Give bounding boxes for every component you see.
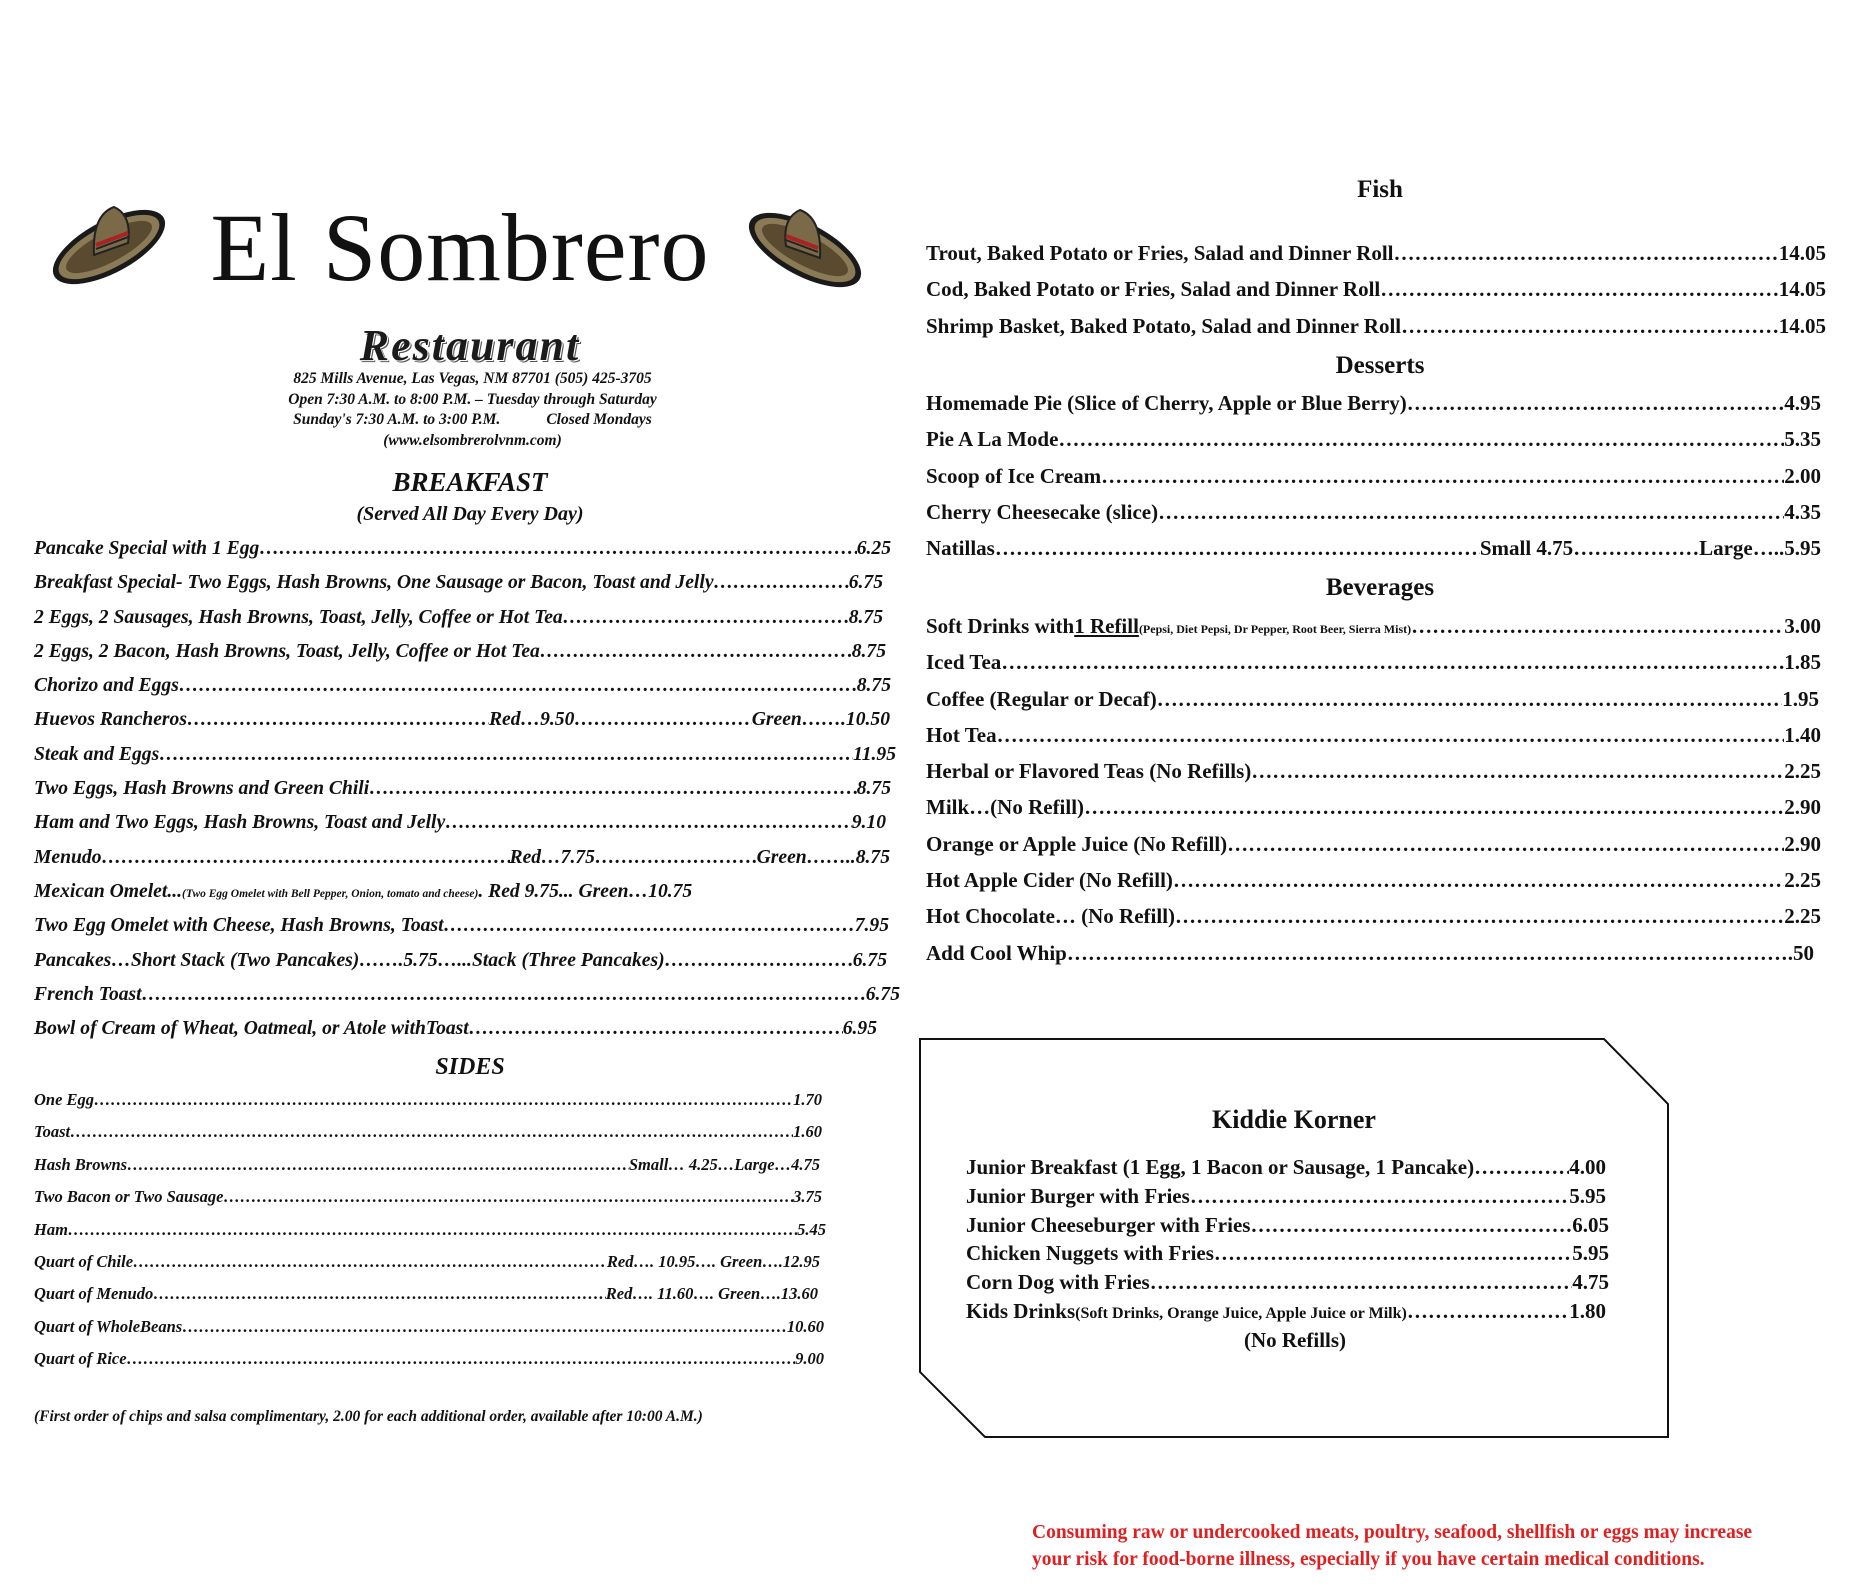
- list-item: Corn Dog with Fries …………………………………………………………………………………………………………………………………………………………………………………………………………………………… 4.75: [966, 1270, 1609, 1299]
- sides-list: [34, 1090, 824, 1382]
- list-item: 2 Eggs, 2 Sausages, Hash Browns, Toast, Jelly, Coffee or Hot Tea …………………………………………………………………………………………………………………………………………………………………………………………………………………………… 8.75: [34, 607, 883, 641]
- sides-heading: SIDES: [435, 1054, 505, 1080]
- list-item: Pancakes…Short Stack (Two Pancakes)…….5.75…...Stack (Three Pancakes) …………………………………………………………………………………………………………………………………………………………………………………………………………………………… 6.75: [34, 950, 887, 984]
- list-item: Cherry Cheesecake (slice) …………………………………………………………………………………………………………………………………………………………………………………………………………………………… 4.35: [926, 500, 1821, 536]
- list-item: Quart of WholeBeans …………………………………………………………………………………………………………………………………………………………………………………………………………………………… 10.60: [34, 1317, 824, 1349]
- kiddie-list: [966, 1155, 1616, 1328]
- list-item: Steak and Eggs …………………………………………………………………………………………………………………………………………………………………………………………………………………………… 11.95: [34, 744, 896, 778]
- list-item: Cod, Baked Potato or Fries, Salad and Dinner Roll …………………………………………………………………………………………………………………………………………………………………………………………………………………………… 14.05: [926, 277, 1826, 313]
- list-item: Trout, Baked Potato or Fries, Salad and Dinner Roll …………………………………………………………………………………………………………………………………………………………………………………………………………………………… 14.05: [926, 241, 1826, 277]
- list-item: Iced Tea …………………………………………………………………………………………………………………………………………………………………………………………………………………………… 1.85: [926, 650, 1821, 686]
- list-item: Hash Browns …………………………………………………………………………………………………………………………………………………………………………………………………………………………… Small… 4.25…Large… 4.75: [34, 1155, 820, 1187]
- address: 825 Mills Avenue, Las Vegas, NM 87701 (505) 425-3705: [293, 370, 652, 387]
- desserts-list: [926, 391, 1826, 572]
- list-item: Junior Burger with Fries …………………………………………………………………………………………………………………………………………………………………………………………………………………………… 5.95: [966, 1184, 1606, 1213]
- list-item: Milk…(No Refill) …………………………………………………………………………………………………………………………………………………………………………………………………………………………… 2.90: [926, 795, 1821, 831]
- list-item: 2 Eggs, 2 Bacon, Hash Browns, Toast, Jelly, Coffee or Hot Tea …………………………………………………………………………………………………………………………………………………………………………………………………………………………… 8.75: [34, 641, 886, 675]
- chips-footnote: (First order of chips and salsa complimentary, 2.00 for each additional order, available after 10:00 A.M.): [34, 1408, 703, 1425]
- list-item: Herbal or Flavored Teas (No Refills) …………………………………………………………………………………………………………………………………………………………………………………………………………………………… 2.25: [926, 759, 1821, 795]
- list-item: Junior Breakfast (1 Egg, 1 Bacon or Sausage, 1 Pancake) …………………………………………………………………………………………………………………………………………………………………………………………………………………………… 4.00: [966, 1155, 1606, 1184]
- kiddie-heading: Kiddie Korner: [1212, 1105, 1376, 1134]
- list-item: French Toast …………………………………………………………………………………………………………………………………………………………………………………………………………………………… 6.75: [34, 984, 900, 1018]
- sombrero-icon: [44, 185, 174, 290]
- beverages-heading: Beverages: [1325, 574, 1435, 601]
- restaurant-title: El Sombrero: [210, 194, 710, 301]
- list-item: Chorizo and Eggs …………………………………………………………………………………………………………………………………………………………………………………………………………………………… 8.75: [34, 675, 891, 709]
- list-item: Quart of Chile …………………………………………………………………………………………………………………………………………………………………………………………………………………………… Red…. 10.95…. Green…. 12.95: [34, 1252, 820, 1284]
- list-item: Two Egg Omelet with Cheese, Hash Browns, Toast …………………………………………………………………………………………………………………………………………………………………………………………………………………………… 7.95: [34, 915, 889, 949]
- fish-list: [926, 241, 1826, 350]
- sombrero-icon: [740, 188, 870, 293]
- list-item: Quart of Rice …………………………………………………………………………………………………………………………………………………………………………………………………………………………… 9.00: [34, 1349, 824, 1381]
- list-item: Hot Chocolate… (No Refill) …………………………………………………………………………………………………………………………………………………………………………………………………………………………… 2.25: [926, 904, 1821, 940]
- list-item: Shrimp Basket, Baked Potato, Salad and Dinner Roll …………………………………………………………………………………………………………………………………………………………………………………………………………………………… 14.05: [926, 314, 1826, 350]
- restaurant-subtitle: Restaurant: [359, 321, 581, 370]
- list-item: Hot Tea …………………………………………………………………………………………………………………………………………………………………………………………………………………………… 1.40: [926, 723, 1821, 759]
- list-item: Add Cool Whip …………………………………………………………………………………………………………………………………………………………………………………………………………………………… .50: [926, 941, 1814, 977]
- list-item: Natillas …………………………………………………………………………………………………………………………………………………………………………………………………………………………… Small 4.75 …………………………………………………………………………………………………………………………………………………………………………………………………………………………… Large ….. 5.95: [926, 536, 1821, 572]
- list-item: Coffee (Regular or Decaf) …………………………………………………………………………………………………………………………………………………………………………………………………………………………… 1.95: [926, 687, 1819, 723]
- list-item: Hot Apple Cider (No Refill) …………………………………………………………………………………………………………………………………………………………………………………………………………………………… 2.25: [926, 868, 1821, 904]
- kiddie-footer-note: (No Refills): [1243, 1328, 1347, 1352]
- list-item: One Egg …………………………………………………………………………………………………………………………………………………………………………………………………………………………… 1.70: [34, 1090, 822, 1122]
- breakfast-heading: BREAKFAST: [392, 467, 548, 497]
- website-link[interactable]: (www.elsombrerolvnm.com): [383, 431, 562, 449]
- list-item: Huevos Rancheros …………………………………………………………………………………………………………………………………………………………………………………………………………………………… Red…9.50 …………………………………………………………………………………………………………………………………………………………………………………………………………………………… Green ……. 10.50: [34, 709, 890, 743]
- desserts-heading: Desserts: [1335, 352, 1425, 379]
- list-item: Orange or Apple Juice (No Refill) …………………………………………………………………………………………………………………………………………………………………………………………………………………………… 2.90: [926, 832, 1821, 868]
- hours-weekday: Open 7:30 A.M. to 8:00 P.M. – Tuesday through Saturday: [288, 390, 657, 408]
- list-item: Scoop of Ice Cream …………………………………………………………………………………………………………………………………………………………………………………………………………………………… 2.00: [926, 464, 1821, 500]
- list-item: Homemade Pie (Slice of Cherry, Apple or Blue Berry) …………………………………………………………………………………………………………………………………………………………………………………………………………………………… 4.95: [926, 391, 1821, 427]
- list-item: Pancake Special with 1 Egg …………………………………………………………………………………………………………………………………………………………………………………………………………………………… 6.25: [34, 538, 891, 572]
- food-safety-warning: Consuming raw or undercooked meats, poultry, seafood, shellfish or eggs may increase your risk for food-borne illness, especially if you have certain medical conditions.: [1032, 1522, 1753, 1570]
- list-item: Two Bacon or Two Sausage …………………………………………………………………………………………………………………………………………………………………………………………………………………………… 3.75: [34, 1187, 822, 1219]
- list-item: Kids Drinks (Soft Drinks, Orange Juice, Apple Juice or Milk) …………………………………………………………………………………………………………………………………………………………………………………………………………………………… 1.80: [966, 1299, 1606, 1328]
- fish-heading: Fish: [1357, 176, 1403, 203]
- list-item: Mexican Omelet... (Two Egg Omelet with Bell Pepper, Onion, tomato and cheese) . Red 9.75... Green…10.75: [34, 880, 693, 902]
- breakfast-list: [34, 538, 900, 1052]
- list-item: Quart of Menudo …………………………………………………………………………………………………………………………………………………………………………………………………………………………… Red…. 11.60…. Green…. 13.60: [34, 1284, 818, 1316]
- beverages-list: [926, 614, 1826, 977]
- list-item: Ham and Two Eggs, Hash Browns, Toast and Jelly …………………………………………………………………………………………………………………………………………………………………………………………………………………………… 9.10: [34, 812, 886, 846]
- closed-days: Closed Mondays: [546, 411, 652, 428]
- list-item: Bowl of Cream of Wheat, Oatmeal, or Atole withToast …………………………………………………………………………………………………………………………………………………………………………………………………………………………… 6.95: [34, 1018, 877, 1052]
- list-item: Ham …………………………………………………………………………………………………………………………………………………………………………………………………………………………… 5.45: [34, 1220, 826, 1252]
- list-item: Pie A La Mode …………………………………………………………………………………………………………………………………………………………………………………………………………………………… 5.35: [926, 427, 1821, 463]
- list-item: Junior Cheeseburger with Fries …………………………………………………………………………………………………………………………………………………………………………………………………………………………… 6.05: [966, 1213, 1609, 1242]
- list-item: Two Eggs, Hash Browns and Green Chili …………………………………………………………………………………………………………………………………………………………………………………………………………………………… 8.75: [34, 778, 891, 812]
- list-item: Menudo …………………………………………………………………………………………………………………………………………………………………………………………………………………………… Red…7.75 …………………………………………………………………………………………………………………………………………………………………………………………………………………………… Green …….. 8.75: [34, 847, 890, 881]
- breakfast-subheading: (Served All Day Every Day): [356, 503, 584, 525]
- hours-sunday: Sunday's 7:30 A.M. to 3:00 P.M. Closed Mondays: [293, 411, 652, 428]
- list-item: Chicken Nuggets with Fries …………………………………………………………………………………………………………………………………………………………………………………………………………………………… 5.95: [966, 1241, 1609, 1270]
- list-item: Breakfast Special- Two Eggs, Hash Browns, One Sausage or Bacon, Toast and Jelly …………………………………………………………………………………………………………………………………………………………………………………………………………………………… 6.75: [34, 572, 883, 606]
- restaurant-info: [205, 369, 740, 451]
- list-item: Soft Drinks with 1 Refill (Pepsi, Diet Pepsi, Dr Pepper, Root Beer, Sierra Mist) …………………………………………………………………………………………………………………………………………………………………………………………………………………………… 3.00: [926, 614, 1821, 650]
- list-item: Toast …………………………………………………………………………………………………………………………………………………………………………………………………………………………… 1.60: [34, 1122, 822, 1154]
